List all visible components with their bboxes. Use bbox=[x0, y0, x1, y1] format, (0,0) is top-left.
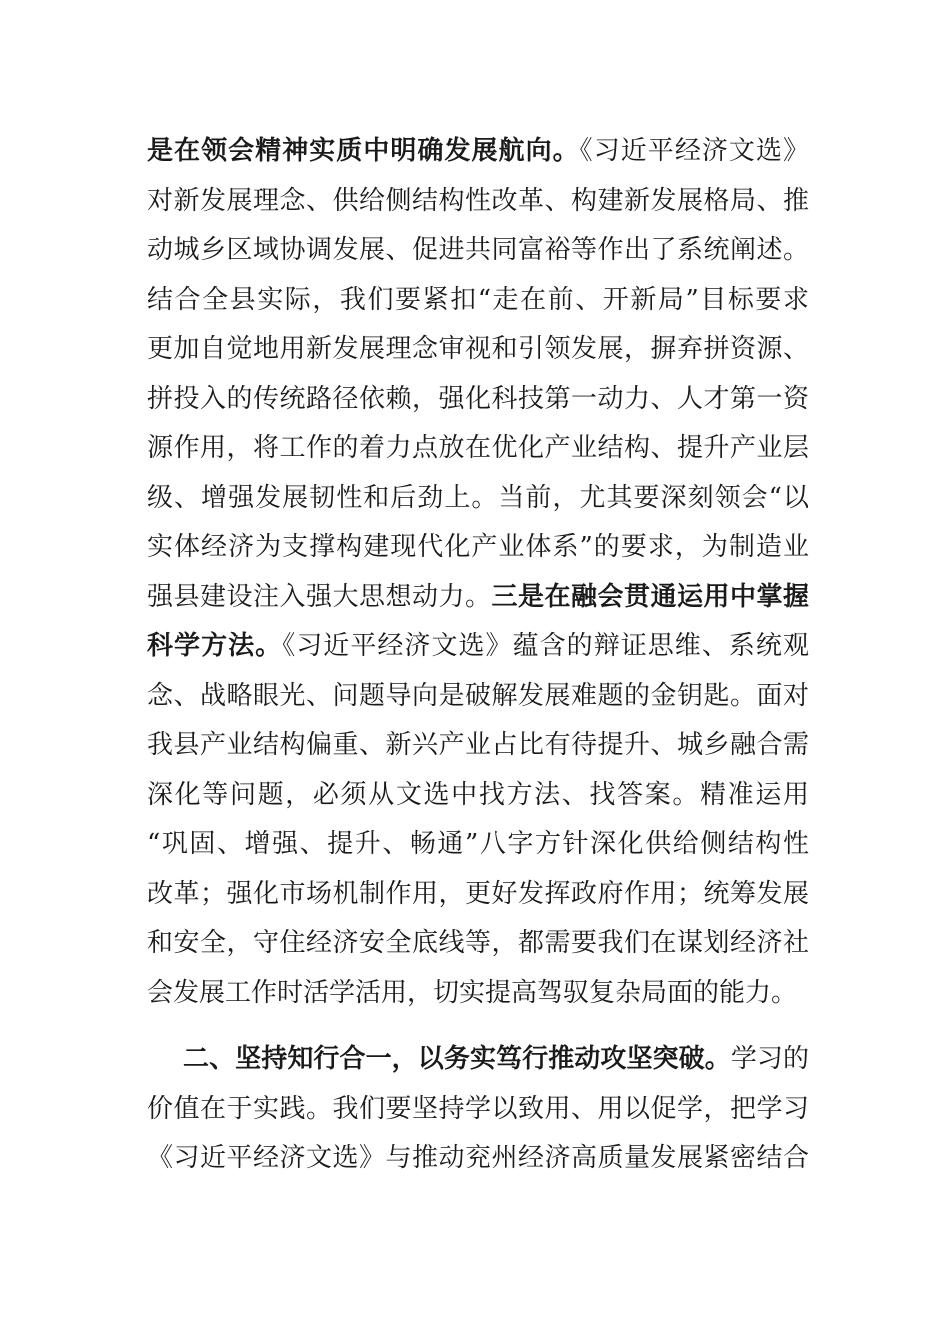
bold-run: 三是在融会贯通运用中掌握 bbox=[491, 581, 809, 612]
text-run: 对新发展理念、供给侧结构性改革、构建新发展格局、推 bbox=[147, 185, 809, 216]
text-run: 拼投入的传统路径依赖，强化科技第一动力、人才第一资 bbox=[147, 383, 809, 414]
text-line bbox=[147, 870, 809, 920]
text-line bbox=[147, 325, 809, 375]
text-line bbox=[147, 919, 809, 969]
text-run: 动城乡区域协调发展、促进共同富裕等作出了系统阐述。 bbox=[147, 235, 809, 265]
text-line bbox=[147, 573, 809, 623]
text-line bbox=[147, 276, 809, 326]
text-run: 级、增强发展韧性和后劲上。当前，尤其要深刻领会“以 bbox=[147, 482, 809, 513]
text-line bbox=[147, 1035, 809, 1085]
text-line bbox=[147, 622, 809, 672]
text-run: 强县建设注入强大思想动力。 bbox=[147, 581, 492, 612]
text-run: 《习近平经济文选》与推动兖州经济高质量发展紧密结合 bbox=[147, 1143, 809, 1173]
text-line bbox=[147, 969, 809, 1019]
bold-run: 是在领会精神实质中明确发展航向。 bbox=[147, 136, 580, 166]
text-line bbox=[147, 127, 809, 177]
text-run: 结合全县实际，我们要紧扣“走在前、开新局”目标要求 bbox=[147, 284, 809, 315]
text-run: 价值在于实践。我们要坚持学以致用、用以促学，把学习 bbox=[147, 1093, 809, 1124]
text-run: 改革；强化市场机制作用，更好发挥政府作用；统筹发展 bbox=[147, 878, 809, 909]
bold-run: 科学方法。 bbox=[147, 631, 283, 661]
text-line bbox=[147, 474, 809, 524]
text-line bbox=[147, 375, 809, 425]
text-run: 实体经济为支撑构建现代化产业体系”的要求，为制造业 bbox=[147, 532, 809, 562]
text-run: 会发展工作时活学活用，切实提高驾驭复杂局面的能力。 bbox=[147, 977, 798, 1008]
text-run: 源作用，将工作的着力点放在优化产业结构、提升产业层 bbox=[147, 433, 809, 463]
text-run: 《习近平经济文选》 bbox=[579, 136, 809, 166]
text-run: 我县产业结构偏重、新兴产业占比有待提升、城乡融合需 bbox=[147, 730, 809, 760]
text-line bbox=[147, 226, 809, 276]
text-run: 念、战略眼光、问题导向是破解发展难题的金钥匙。面对 bbox=[147, 680, 809, 711]
text-run: 和安全，守住经济安全底线等，都需要我们在谋划经济社 bbox=[147, 928, 809, 958]
text-line bbox=[147, 771, 809, 821]
text-line bbox=[147, 177, 809, 227]
text-run: “巩固、增强、提升、畅通”八字方针深化供给侧结构性 bbox=[147, 829, 809, 859]
text-line bbox=[147, 424, 809, 474]
bold-run: 二、坚持知行合一，以务实笃行推动攻坚突破。 bbox=[183, 1044, 731, 1074]
text-line bbox=[147, 1085, 809, 1135]
text-line bbox=[147, 1134, 809, 1184]
paragraph-2 bbox=[147, 1035, 809, 1184]
text-run: 深化等问题，必须从文选中找方法、找答案。精准运用 bbox=[147, 779, 809, 810]
text-run: 学习的 bbox=[730, 1044, 809, 1074]
paragraph-1 bbox=[147, 127, 809, 1018]
text-line bbox=[147, 523, 809, 573]
text-line bbox=[147, 820, 809, 870]
text-run: 更加自觉地用新发展理念审视和引领发展，摒弃拼资源、 bbox=[147, 334, 809, 364]
text-run: 《习近平经济文选》蕴含的辩证思维、系统观 bbox=[282, 631, 809, 661]
text-line bbox=[147, 672, 809, 722]
text-line bbox=[147, 721, 809, 771]
